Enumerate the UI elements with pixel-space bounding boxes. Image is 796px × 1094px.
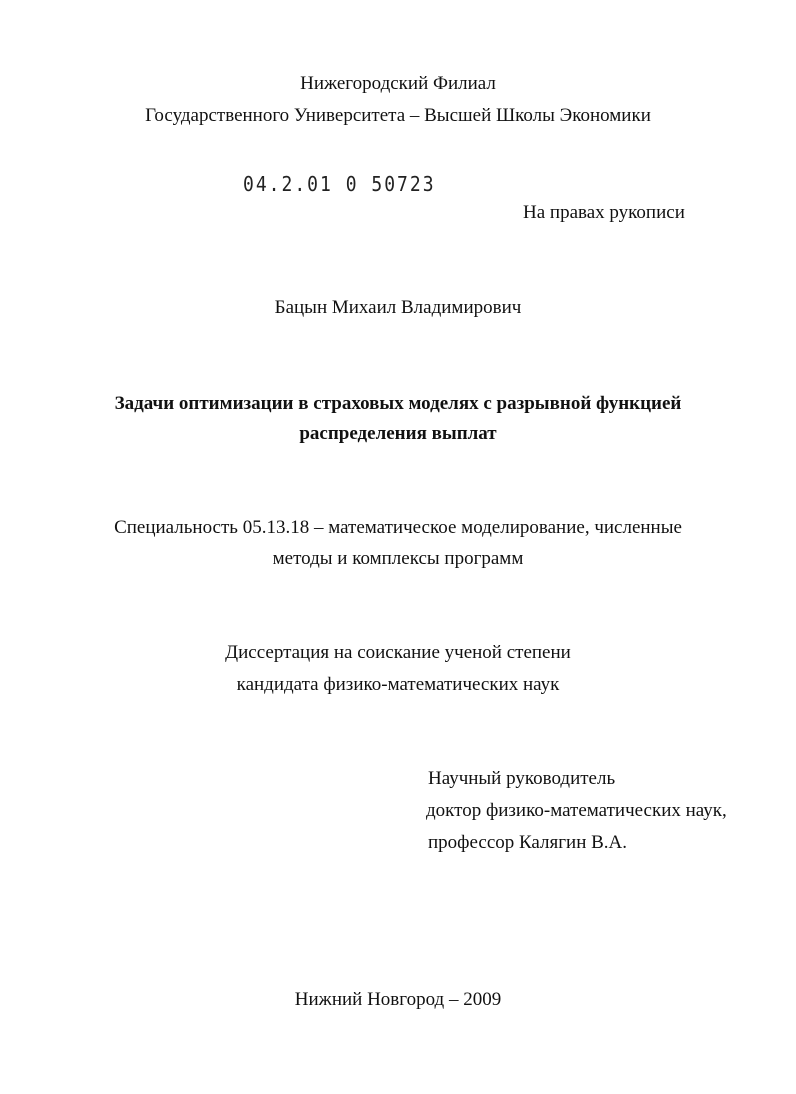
specialty-line-1: Специальность 05.13.18 – математическое моделирование, численные [114,517,682,538]
manuscript-rights: На правах рукописи [523,202,685,223]
supervisor-degree: доктор физико-математических наук, [426,800,727,821]
institution-line-1: Нижегородский Филиал [300,73,496,94]
specialty-line-2: методы и комплексы программ [272,548,524,569]
title-line-1: Задачи оптимизации в страховых моделях с разрывной функцией [114,393,682,414]
degree-line-2: кандидата физико-математических наук [236,674,560,695]
author-name: Бацын Михаил Владимирович [274,297,522,318]
supervisor-name: профессор Калягин В.А. [428,832,628,853]
registration-stamp: 04.2.01 0 50723 [243,172,436,197]
degree-line-1: Диссертация на соискание ученой степени [225,642,571,663]
supervisor-label: Научный руководитель [428,768,616,789]
institution-line-2: Государственного Университета – Высшей Школы Экономики [145,105,651,126]
city-year: Нижний Новгород – 2009 [294,989,502,1010]
title-line-2: распределения выплат [299,423,497,444]
